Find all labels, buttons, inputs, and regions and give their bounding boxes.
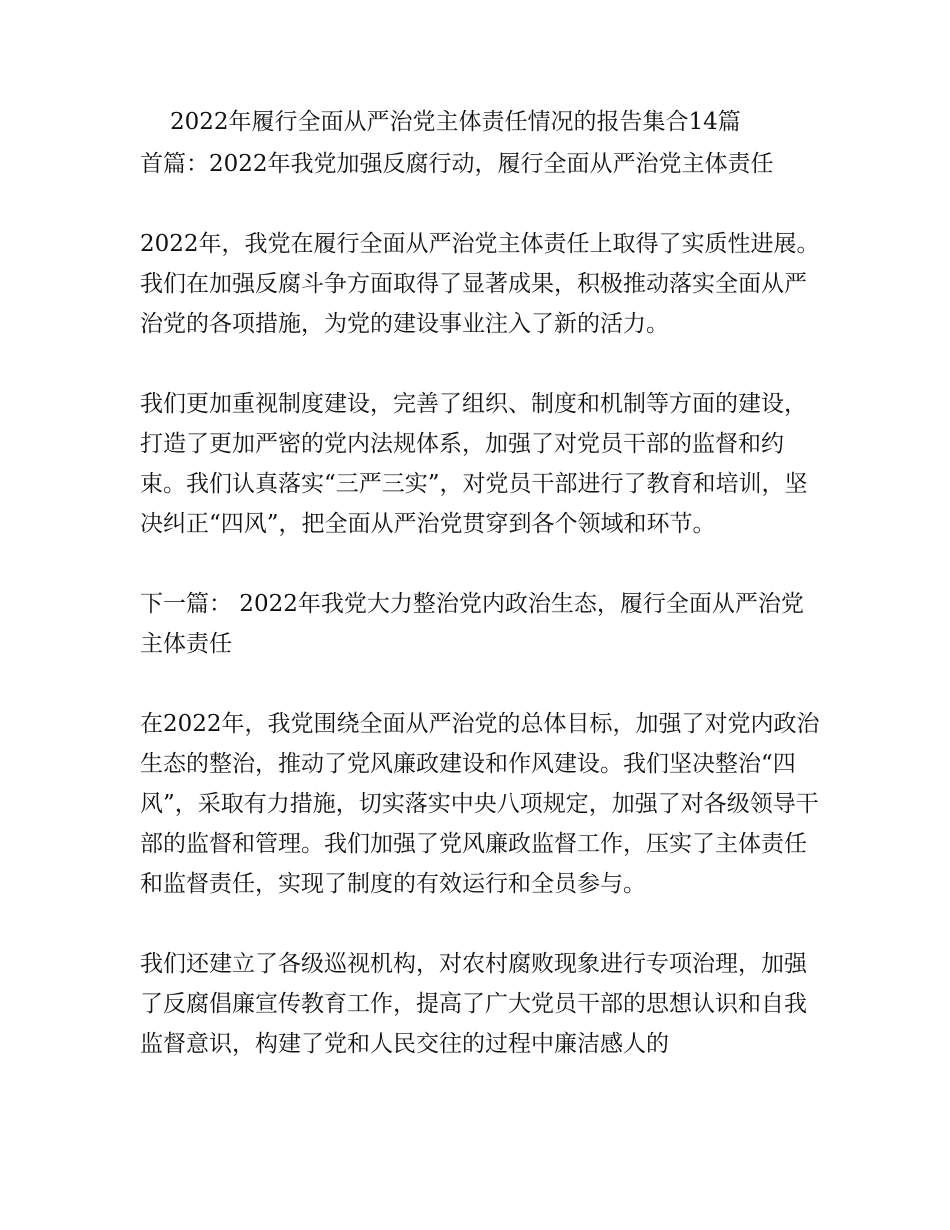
- section-1-heading: 首篇：2022年我党加强反腐行动，履行全面从严治党主体责任: [140, 151, 774, 177]
- section-2-heading: 下一篇： 2022年我党大力整治党内政治生态，履行全面从严治党主体责任: [140, 591, 804, 657]
- document-title: 2022年履行全面从严治党主体责任情况的报告集合14篇: [170, 109, 741, 135]
- section-1-paragraph-1: 2022年，我党在履行全面从严治党主体责任上取得了实质性进展。我们在加强反腐斗争方面取得了显著成果，积极推动落实全面从严治党的各项措施，为党的建设事业注入了新的活力。: [140, 231, 820, 337]
- section-1-paragraph-2: 我们更加重视制度建设，完善了组织、制度和机制等方面的建设，打造了更加严密的党内法规体系，加强了对党员干部的监督和约束。我们认真落实“三严三实”，对党员干部进行了教育和培训，坚决纠正“四风”，把全面从严治党贯穿到各个领域和环节。: [140, 391, 808, 537]
- section-2-paragraph-2: 我们还建立了各级巡视机构，对农村腐败现象进行专项治理，加强了反腐倡廉宣传教育工作，提高了广大党员干部的思想认识和自我监督意识，构建了党和人民交往的过程中廉洁感人的: [140, 951, 807, 1057]
- document-content: [140, 102, 820, 1064]
- section-2-paragraph-1: 在2022年，我党围绕全面从严治党的总体目标，加强了对党内政治生态的整治，推动了党风廉政建设和作风建设。我们坚决整治“四风”，采取有力措施，切实落实中央八项规定，加强了对各级领导干部的监督和管理。我们加强了党风廉政监督工作，压实了主体责任和监督责任，实现了制度的有效运行和全员参与。: [140, 711, 820, 897]
